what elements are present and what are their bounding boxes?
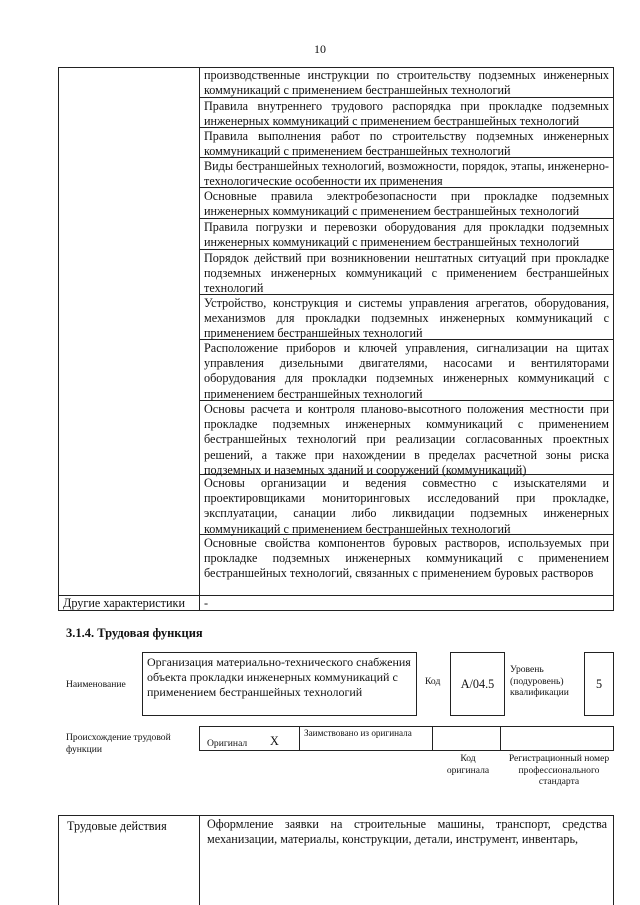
actions-label: Трудовые действия — [67, 819, 167, 833]
table-row: Правила внутреннего трудового распорядка при прокладке подземных инженерных коммуникаций с применением бестраншейных технологий — [199, 98, 614, 128]
function-name-box: Организация материально-технического снабжения объекта прокладки инженерных коммуникаций с применением бестраншейных технологий — [142, 652, 417, 716]
other-characteristics-value: - — [204, 596, 209, 610]
actions-divider — [199, 815, 200, 905]
code-value: A/04.5 — [450, 652, 505, 716]
table-row: Основные свойства компонентов буровых растворов, используемых при прокладке подземных инженерных коммуникаций с применением бестраншейных технологий, связанных с применением буровых растворов — [199, 535, 614, 596]
table-row: Порядок действий при возникновении нештатных ситуаций при прокладке подземных инженерных коммуникаций с применением бестраншейных технологий — [199, 250, 614, 295]
level-label: Уровень (подуровень) квалификации — [510, 664, 569, 698]
original-label: Оригинал — [207, 738, 248, 749]
table-row: Правила погрузки и перевозки оборудования для прокладки подземных инженерных коммуникаций с применением бестраншейных технологий — [199, 219, 614, 250]
table-row: Основы расчета и контроля планово-высотного положения местности при прокладке подземных инженерных коммуникаций с применением бестраншейных технологий при реализации согласованных проектных решений, а также при нахождении в пределах расчетной зоны риска подземных и наземных зданий и сооружений (коммуникаций) — [199, 401, 614, 475]
name-label: Наименование — [66, 679, 126, 690]
actions-value: Оформление заявки на строительные машины, транспорт, средства механизации, материалы, конструкции, детали, инструмент, инвентарь, — [207, 817, 607, 847]
section-title: 3.1.4. Трудовая функция — [66, 626, 203, 640]
origin-divider — [299, 726, 300, 751]
table-row: Правила выполнения работ по строительству подземных инженерных коммуникаций с применением бестраншейных технологий — [199, 128, 614, 158]
other-characteristics-label: Другие характеристики — [63, 596, 185, 610]
page-number: 10 — [314, 42, 326, 56]
table-row: Расположение приборов и ключей управления, сигнализации на щитах управления дизельными двигателями, насосами и вентиляторами оборудования для прокладки подземных инженерных коммуникаций с применением бестраншейных технологий — [199, 340, 614, 401]
code-label: Код — [425, 676, 441, 687]
table-row: Устройство, конструкция и системы управления агрегатов, оборудования, механизмов для прокладки подземных инженерных коммуникаций с применением бестраншейных технологий — [199, 295, 614, 340]
table-row: Основные правила электробезопасности при прокладке подземных инженерных коммуникаций с применением бестраншейных технологий — [199, 188, 614, 219]
original-mark: X — [270, 734, 279, 748]
registration-number-caption: Регистрационный номер профессионального стандарта — [508, 753, 610, 787]
borrowed-label: Заимствовано из оригинала — [304, 728, 412, 738]
level-value: 5 — [584, 652, 614, 716]
origin-label: Происхождение трудовой функции — [66, 732, 171, 755]
origin-divider — [500, 726, 501, 751]
origin-divider — [432, 726, 433, 751]
table-row: Основы организации и ведения совместно с изыскателями и проектировщиками мониторинговых исследований при прокладке, эксплуатации, санации либо ликвидации подземных инженерных коммуникаций с применением бестраншейных технологий — [199, 475, 614, 535]
code-original-caption: Код оригинала — [446, 753, 490, 776]
table-row: Виды бестраншейных технологий, возможности, порядок, этапы, инженерно-технологические особенности их применения — [199, 158, 614, 188]
table-row: производственные инструкции по строительству подземных инженерных коммуникаций с применением бестраншейных технологий — [199, 67, 614, 98]
